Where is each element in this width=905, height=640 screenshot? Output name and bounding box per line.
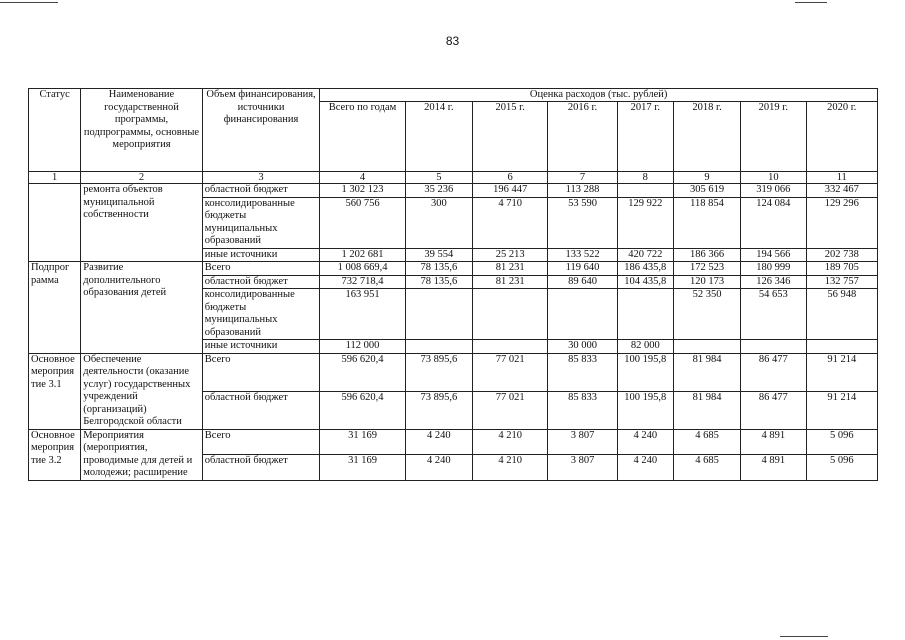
value-cell: 186 366 xyxy=(673,248,740,262)
column-number: 10 xyxy=(741,172,806,184)
row-source: иные источники xyxy=(202,340,320,354)
column-number: 11 xyxy=(806,172,878,184)
value-cell: 85 833 xyxy=(548,353,617,391)
header-year: 2019 г. xyxy=(741,102,806,172)
header-year: Всего по годам xyxy=(320,102,405,172)
column-number-row xyxy=(29,172,878,184)
value-cell: 4 210 xyxy=(473,455,548,481)
value-cell: 132 757 xyxy=(806,275,878,289)
header-status: Статус xyxy=(29,89,81,172)
value-cell: 54 653 xyxy=(741,289,806,340)
value-cell: 30 000 xyxy=(548,340,617,354)
value-cell: 4 891 xyxy=(741,455,806,481)
row-source: иные источники xyxy=(202,248,320,262)
value-cell: 202 738 xyxy=(806,248,878,262)
value-cell: 119 640 xyxy=(548,262,617,276)
value-cell: 113 288 xyxy=(548,184,617,198)
column-number: 6 xyxy=(473,172,548,184)
row-source: консолидированные бюджеты муниципальных образований xyxy=(202,197,320,248)
value-cell: 81 984 xyxy=(673,391,740,429)
value-cell: 4 210 xyxy=(473,429,548,455)
table-row xyxy=(29,353,878,391)
table-body xyxy=(29,184,878,481)
column-number: 5 xyxy=(405,172,472,184)
value-cell: 189 705 xyxy=(806,262,878,276)
value-cell: 4 240 xyxy=(617,455,673,481)
value-cell: 86 477 xyxy=(741,391,806,429)
value-cell: 100 195,8 xyxy=(617,391,673,429)
header-year: 2016 г. xyxy=(548,102,617,172)
column-number: 3 xyxy=(202,172,320,184)
value-cell: 112 000 xyxy=(320,340,405,354)
column-number: 4 xyxy=(320,172,405,184)
header-year: 2014 г. xyxy=(405,102,472,172)
table-row xyxy=(29,184,878,198)
value-cell: 186 435,8 xyxy=(617,262,673,276)
row-source: областной бюджет xyxy=(202,455,320,481)
value-cell: 82 000 xyxy=(617,340,673,354)
value-cell: 89 640 xyxy=(548,275,617,289)
row-status: Основное мероприя тие 3.2 xyxy=(29,429,81,480)
value-cell: 180 999 xyxy=(741,262,806,276)
column-number: 8 xyxy=(617,172,673,184)
value-cell: 4 240 xyxy=(405,455,472,481)
row-status: Подпрог рамма xyxy=(29,262,81,354)
value-cell xyxy=(617,184,673,198)
value-cell xyxy=(405,340,472,354)
value-cell: 73 895,6 xyxy=(405,353,472,391)
column-number: 1 xyxy=(29,172,81,184)
value-cell: 1 202 681 xyxy=(320,248,405,262)
value-cell: 77 021 xyxy=(473,353,548,391)
value-cell: 196 447 xyxy=(473,184,548,198)
row-source: областной бюджет xyxy=(202,391,320,429)
row-status: Основное мероприя тие 3.1 xyxy=(29,353,81,429)
top-rule-right xyxy=(795,2,827,3)
value-cell: 5 096 xyxy=(806,429,878,455)
value-cell: 133 522 xyxy=(548,248,617,262)
column-number: 9 xyxy=(673,172,740,184)
value-cell: 104 435,8 xyxy=(617,275,673,289)
value-cell: 35 236 xyxy=(405,184,472,198)
value-cell: 332 467 xyxy=(806,184,878,198)
header-estimate: Оценка расходов (тыс. рублей) xyxy=(320,89,878,102)
value-cell: 86 477 xyxy=(741,353,806,391)
value-cell: 56 948 xyxy=(806,289,878,340)
value-cell: 31 169 xyxy=(320,429,405,455)
value-cell: 78 135,6 xyxy=(405,275,472,289)
header-volume: Объем финансирования, источники финансирования xyxy=(202,89,320,172)
table-row xyxy=(29,262,878,276)
value-cell: 91 214 xyxy=(806,353,878,391)
value-cell: 4 891 xyxy=(741,429,806,455)
row-source: Всего xyxy=(202,262,320,276)
value-cell: 732 718,4 xyxy=(320,275,405,289)
value-cell: 4 685 xyxy=(673,455,740,481)
bottom-rule xyxy=(780,636,828,637)
value-cell xyxy=(617,289,673,340)
value-cell: 81 231 xyxy=(473,262,548,276)
row-source: областной бюджет xyxy=(202,184,320,198)
value-cell: 300 xyxy=(405,197,472,248)
value-cell: 52 350 xyxy=(673,289,740,340)
page-number: 83 xyxy=(445,34,460,48)
value-cell: 85 833 xyxy=(548,391,617,429)
value-cell: 126 346 xyxy=(741,275,806,289)
value-cell: 77 021 xyxy=(473,391,548,429)
value-cell xyxy=(741,340,806,354)
value-cell: 129 296 xyxy=(806,197,878,248)
value-cell: 118 854 xyxy=(673,197,740,248)
value-cell xyxy=(473,289,548,340)
header-year: 2020 г. xyxy=(806,102,878,172)
header-year: 2018 г. xyxy=(673,102,740,172)
row-name: Мероприятия (мероприятия, проводимые для детей и молодежи; расширение xyxy=(81,429,203,480)
value-cell: 81 984 xyxy=(673,353,740,391)
value-cell: 78 135,6 xyxy=(405,262,472,276)
column-number: 2 xyxy=(81,172,203,184)
value-cell: 39 554 xyxy=(405,248,472,262)
value-cell: 73 895,6 xyxy=(405,391,472,429)
value-cell: 124 084 xyxy=(741,197,806,248)
row-name: ремонта объектов муниципальной собственности xyxy=(81,184,203,262)
header-row-1 xyxy=(29,89,878,102)
value-cell xyxy=(405,289,472,340)
value-cell: 4 240 xyxy=(617,429,673,455)
value-cell xyxy=(548,289,617,340)
budget-table xyxy=(28,88,878,481)
top-rule-left xyxy=(0,2,58,3)
value-cell: 31 169 xyxy=(320,455,405,481)
value-cell: 172 523 xyxy=(673,262,740,276)
value-cell: 25 213 xyxy=(473,248,548,262)
value-cell: 1 008 669,4 xyxy=(320,262,405,276)
value-cell xyxy=(673,340,740,354)
value-cell xyxy=(473,340,548,354)
header-name: Наименование государственной программы, подпрограммы, основные мероприятия xyxy=(81,89,203,172)
value-cell: 4 685 xyxy=(673,429,740,455)
value-cell: 91 214 xyxy=(806,391,878,429)
row-name: Обеспечение деятельности (оказание услуг) государственных учреждений (организаций) Белгородской области xyxy=(81,353,203,429)
value-cell: 596 620,4 xyxy=(320,353,405,391)
value-cell: 596 620,4 xyxy=(320,391,405,429)
row-source: Всего xyxy=(202,353,320,391)
value-cell: 53 590 xyxy=(548,197,617,248)
value-cell: 3 807 xyxy=(548,429,617,455)
value-cell: 194 566 xyxy=(741,248,806,262)
header-year: 2017 г. xyxy=(617,102,673,172)
value-cell: 4 710 xyxy=(473,197,548,248)
value-cell: 420 722 xyxy=(617,248,673,262)
value-cell: 120 173 xyxy=(673,275,740,289)
column-number: 7 xyxy=(548,172,617,184)
value-cell: 305 619 xyxy=(673,184,740,198)
value-cell: 81 231 xyxy=(473,275,548,289)
row-status xyxy=(29,184,81,262)
value-cell: 100 195,8 xyxy=(617,353,673,391)
header-year: 2015 г. xyxy=(473,102,548,172)
value-cell: 3 807 xyxy=(548,455,617,481)
value-cell: 129 922 xyxy=(617,197,673,248)
value-cell: 4 240 xyxy=(405,429,472,455)
value-cell: 5 096 xyxy=(806,455,878,481)
value-cell: 1 302 123 xyxy=(320,184,405,198)
value-cell: 319 066 xyxy=(741,184,806,198)
value-cell xyxy=(806,340,878,354)
value-cell: 560 756 xyxy=(320,197,405,248)
table-row xyxy=(29,429,878,455)
value-cell: 163 951 xyxy=(320,289,405,340)
row-source: Всего xyxy=(202,429,320,455)
row-source: областной бюджет xyxy=(202,275,320,289)
row-name: Развитие дополнительного образования детей xyxy=(81,262,203,354)
row-source: консолидированные бюджеты муниципальных образований xyxy=(202,289,320,340)
